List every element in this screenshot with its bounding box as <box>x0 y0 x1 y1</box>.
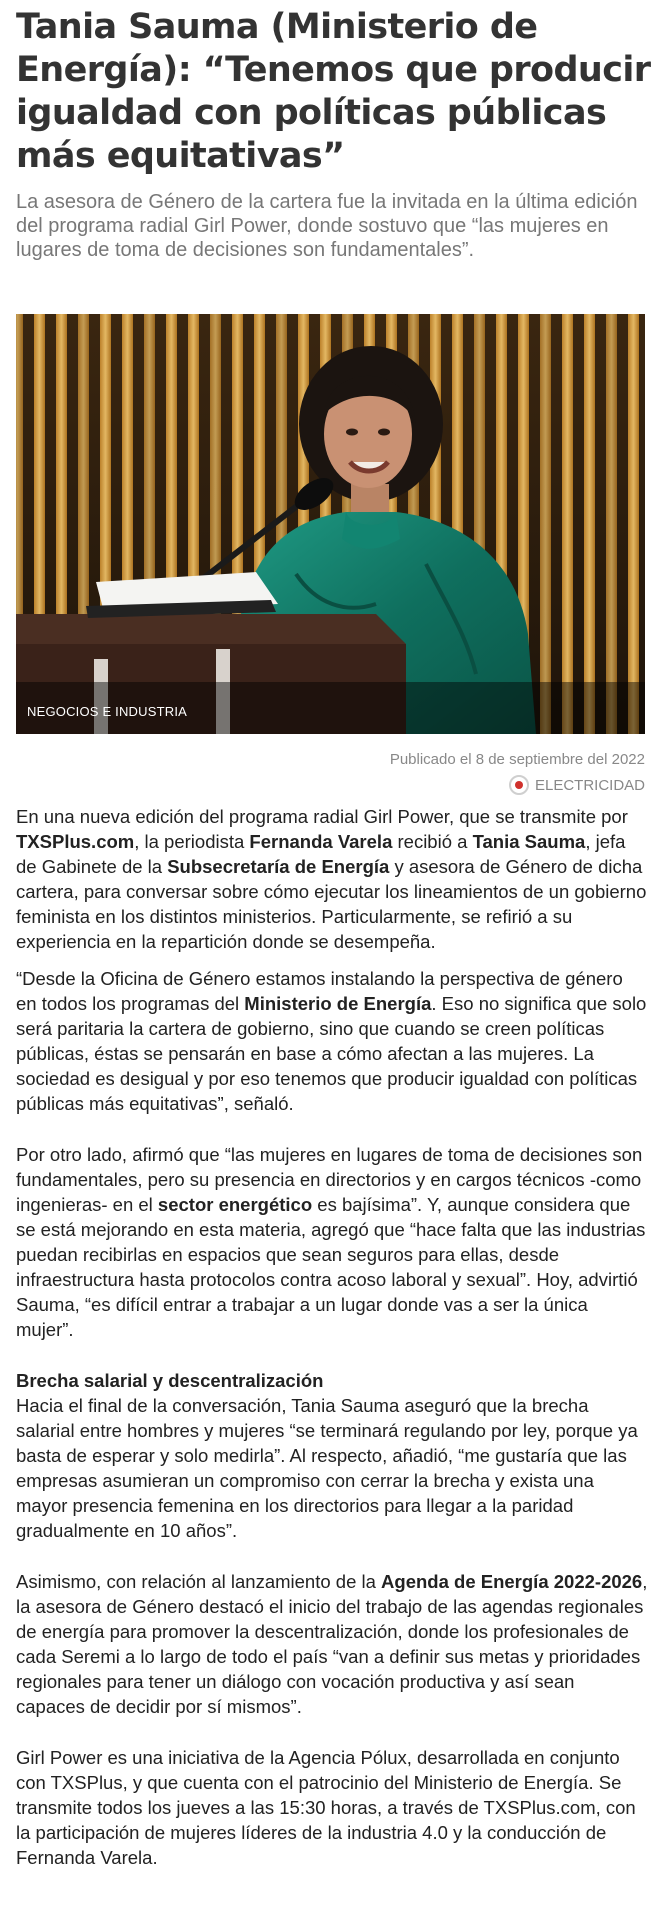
record-icon <box>509 775 529 795</box>
bold-ministerio: Ministerio de Energía <box>244 993 432 1014</box>
bold-fernanda-varela: Fernanda Varela <box>249 831 393 852</box>
paragraph-4: Brecha salarial y descentralización Hacia el final de la conversación, Tania Sauma aseguró que la brecha salarial entre hombres y mujeres “se terminará regulando por ley, porque ya basta de esperar y solo medirla”. Al respecto, añadió, “me gustaría que las empresas asumieran un compromiso con cerrar la brecha y exista una mayor presencia femenina en los directorios para llegar a la paridad gradualmente en 10 años”. <box>16 1368 648 1543</box>
bold-txsplus: TXSPlus.com <box>16 831 135 852</box>
paragraph-3: Por otro lado, afirmó que “las mujeres en lugares de toma de decisiones son fundamentales, pero su presencia en directorios y en cargos técnicos -como ingenieras- en el sector energético es bajísima”. Y, aunque considera que se está mejorando en esta materia, agregó que “hace falta que las industrias puedan recibirlas en espacios que sean seguros para ellas, desde infraestructura hasta protocolos contra acoso laboral y sexual”. Hoy, advirtió Sauma, “es difícil entrar a trabajar a un lugar donde vas a ser la única mujer”. <box>16 1144 646 1340</box>
bold-tania-sauma: Tania Sauma <box>472 831 586 852</box>
article-subtitle: La asesora de Género de la cartera fue la invitada en la última edición del programa radial Girl Power, donde sostuvo que “las mujeres en lugares de toma de decisiones son fundamentales”. <box>16 191 638 261</box>
paragraph-1: En una nueva edición del programa radial Girl Power, que se transmite por TXSPlus.com, la periodista Fernanda Varela recibió a Tania Sauma, jefa de Gabinete de la Subsecretaría de Energía y asesora de Género de dicha cartera, para conversar sobre cómo ejecutar los lineamientos de un gobierno feminista en los distintos ministerios. Particularmente, se refirió a su experiencia en la repartición donde se desempeña. <box>16 806 647 952</box>
paragraph-6: Girl Power es una iniciativa de la Agencia Pólux, desarrollada en conjunto con TXSPlus, y que cuenta con el patrocinio del Ministerio de Energía. Se transmite todos los jueves a las 15:30 horas, a través de TXSPlus.com, con la participación de mujeres líderes de la industria 4.0 y la conducción de Fernanda Varela. <box>16 1747 636 1868</box>
paragraph-2: “Desde la Oficina de Género estamos instalando la perspectiva de género en todos los programas del Ministerio de Energía. Eso no significa que solo será paritaria la cartera de gobierno, sino que cuando se creen políticas públicas, éstas se pensarán en base a cómo afectan a las mujeres. La sociedad es desigual y por eso tenemos que producir igualdad con políticas públicas más equitativas”, señaló. <box>16 968 647 1114</box>
bold-subsecretaria: Subsecretaría de Energía <box>167 856 390 877</box>
bold-agenda-energia: Agenda de Energía 2022-2026 <box>381 1571 643 1592</box>
topic-tag-label: ELECTRICIDAD <box>534 776 645 794</box>
hero-illustration <box>16 314 645 734</box>
bold-sector-energetico: sector energético <box>157 1194 313 1215</box>
paragraph-5: Asimismo, con relación al lanzamiento de la Agenda de Energía 2022-2026, la asesora de Género destacó el inicio del trabajo de las agendas regionales de energía para promover la descentralización, donde los profesionales de cada Seremi a lo largo de todo el país “van a definir sus metas y prioridades regionales para tener un diálogo con vocación productiva y así sean capaces de decidir por sí mismos”. <box>16 1571 648 1717</box>
topic-tag[interactable] <box>509 775 645 795</box>
published-date: Publicado el 8 de septiembre del 2022 <box>389 751 645 768</box>
article-title: Tania Sauma (Ministerio de Energía): “Tenemos que producir igualdad con políticas públicas más equitativas” <box>16 7 651 176</box>
category-label[interactable]: NEGOCIOS E INDUSTRIA <box>27 704 188 719</box>
hero-photo <box>16 314 645 734</box>
section-heading: Brecha salarial y descentralización <box>16 1370 324 1391</box>
article-body <box>16 804 648 1882</box>
